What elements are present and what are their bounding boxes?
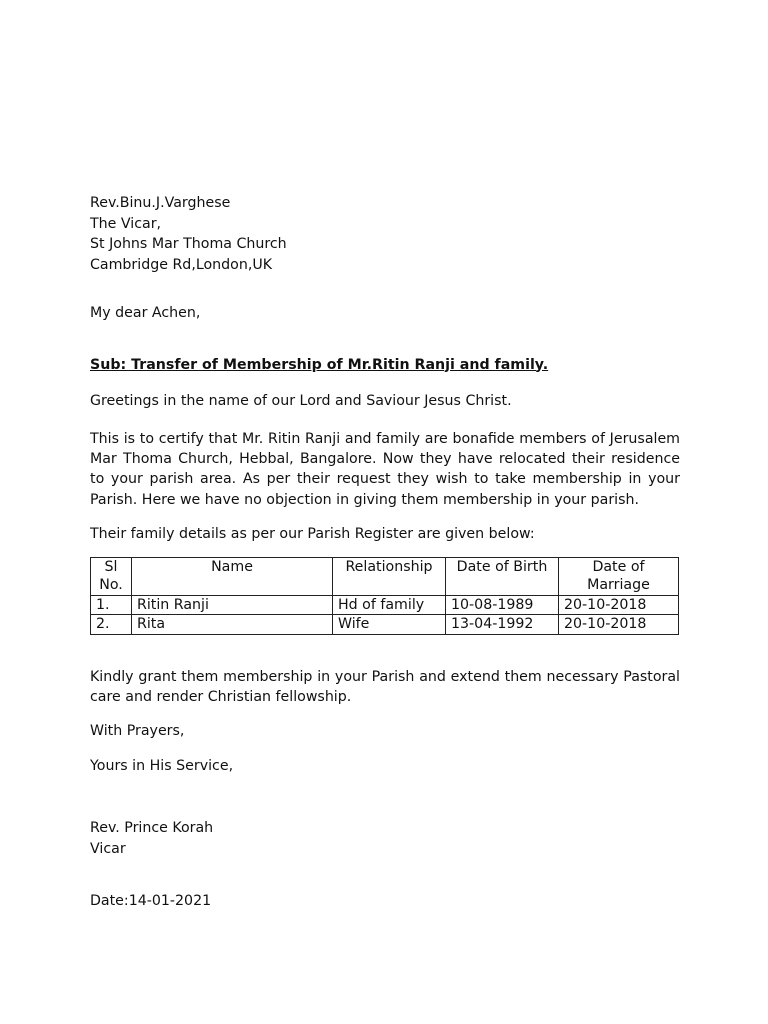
table-row [91,615,679,635]
letter-date: Date:14-01-2021 [90,893,212,910]
recipient-title: The Vicar, [90,215,162,232]
request-paragraph: Kindly grant them membership in your Parish and extend them necessary Pastoral care and render Christian fellowship. [90,668,680,706]
table-header-row [91,557,679,595]
cell-name: Rita [132,615,333,635]
cell-date-of-marriage: 20-10-2018 [559,595,679,615]
signature-block [90,818,680,859]
letter [90,193,680,912]
cell-relationship: Wife [333,615,446,635]
cell-date-of-birth: 13-04-1992 [446,615,559,635]
certification-paragraph: This is to certify that Mr. Ritin Ranji and family are bonafide members of Jerusalem Mar Thoma Church, Hebbal, Bangalore. Now they have relocated their residence to your parish area. As per their request they wish to take membership in your Parish. Here we have no objection in giving them membership in your parish. [90,430,680,508]
cell-date-of-marriage: 20-10-2018 [559,615,679,635]
header-relationship: Relationship [333,557,446,595]
signatory-name: Rev. Prince Korah [90,820,214,837]
family-details-table [90,557,679,635]
cell-sl-no: 2. [91,615,132,635]
header-date-of-birth: Date of Birth [446,557,559,595]
subject-line: Sub: Transfer of Membership of Mr.Ritin Ranji and family. [90,356,549,373]
closing-service: Yours in His Service, [90,757,234,774]
greeting: Greetings in the name of our Lord and Saviour Jesus Christ. [90,393,512,409]
header-name: Name [132,557,333,595]
header-sl-no: Sl No. [91,557,132,595]
salutation: My dear Achen, [90,305,201,321]
recipient-church: St Johns Mar Thoma Church [90,236,287,252]
cell-sl-no: 1. [91,595,132,615]
table-intro: Their family details as per our Parish Register are given below: [90,526,535,543]
closing-prayers: With Prayers, [90,723,185,740]
table-row [91,595,679,615]
recipient-name: Rev.Binu.J.Varghese [90,195,231,211]
recipient-location: Cambridge Rd,London,UK [90,256,273,273]
cell-name: Ritin Ranji [132,595,333,615]
cell-date-of-birth: 10-08-1989 [446,595,559,615]
recipient-address [90,193,680,275]
cell-relationship: Hd of family [333,595,446,615]
signatory-title: Vicar [90,840,126,857]
header-date-of-marriage: Date of Marriage [559,557,679,595]
